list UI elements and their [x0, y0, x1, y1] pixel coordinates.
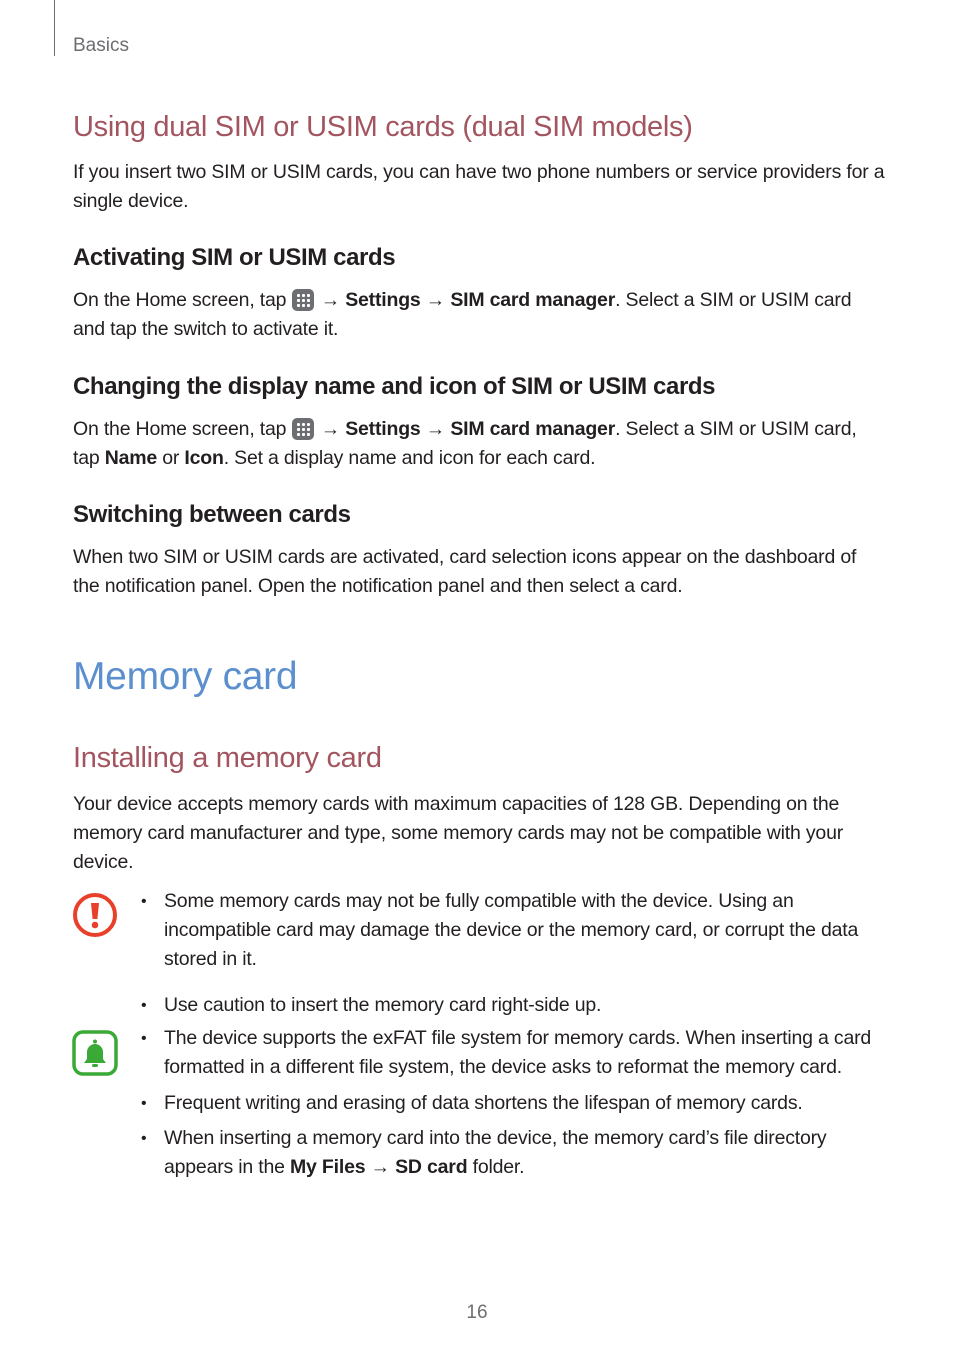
notice-item: • Frequent writing and erasing of data shortens the lifespan of memory cards. — [141, 1092, 803, 1114]
my-files-label: My Files — [290, 1156, 366, 1178]
subsection-title-switching: Switching between cards — [73, 501, 351, 528]
icon-label: Icon — [184, 447, 224, 469]
installing-intro: Your device accepts memory cards with maximum capacities of 128 GB. Depending on the memory card manufacturer and type, some memory cards may not be compatible with your device. — [73, 793, 844, 873]
dual-sim-intro: If you insert two SIM or USIM cards, you can have two phone numbers or service providers for a single device. — [73, 161, 885, 212]
notice-bell-icon — [72, 1030, 118, 1076]
name-label: Name — [104, 447, 158, 469]
activating-paragraph: On the Home screen, tap → Settings → SIM card manager. Select a SIM or USIM card and tap the switch to activate it. — [73, 289, 852, 340]
caution-item: • Some memory cards may not be fully compatible with the device. Using an incompatible card may damage the device or the memory card, or corrupt the data stored in it. — [141, 890, 859, 970]
subsection-title-changing: Changing the display name and icon of SIM or USIM cards — [73, 373, 716, 400]
settings-label: Settings — [345, 289, 421, 311]
section-title-dual-sim: Using dual SIM or USIM cards (dual SIM models) — [73, 111, 693, 143]
sim-card-manager-label: SIM card manager — [450, 418, 616, 440]
section-title-installing: Installing a memory card — [73, 742, 382, 774]
apps-icon — [292, 418, 314, 440]
caution-list — [141, 887, 884, 1020]
notice-item: • When inserting a memory card into the device, the memory card’s file directory appears in the My Files → SD card folder. — [141, 1127, 827, 1178]
caution-icon — [72, 892, 118, 938]
sd-card-label: SD card — [395, 1156, 468, 1178]
notice-item: • The device supports the exFAT file system for memory cards. When inserting a card formatted in a different file system, the device asks to reformat the memory card. — [141, 1027, 872, 1078]
settings-label: Settings — [345, 418, 421, 440]
chapter-title-memory-card: Memory card — [73, 655, 298, 698]
page-number: 16 — [466, 1302, 488, 1323]
notice-list — [141, 1024, 884, 1182]
caution-item: • Use caution to insert the memory card right-side up. — [141, 994, 602, 1016]
switching-paragraph: When two SIM or USIM cards are activated, card selection icons appear on the dashboard of the notification panel. Open the notification panel and then select a card. — [73, 546, 857, 597]
running-header: Basics — [73, 35, 129, 56]
apps-icon — [292, 289, 314, 311]
subsection-title-activating: Activating SIM or USIM cards — [73, 244, 396, 271]
changing-paragraph: On the Home screen, tap → Settings → SIM card manager. Select a SIM or USIM card, tap Name or Icon. Set a display name and icon for each card. — [73, 418, 857, 469]
sim-card-manager-label: SIM card manager — [450, 289, 616, 311]
header-rule — [54, 0, 55, 56]
